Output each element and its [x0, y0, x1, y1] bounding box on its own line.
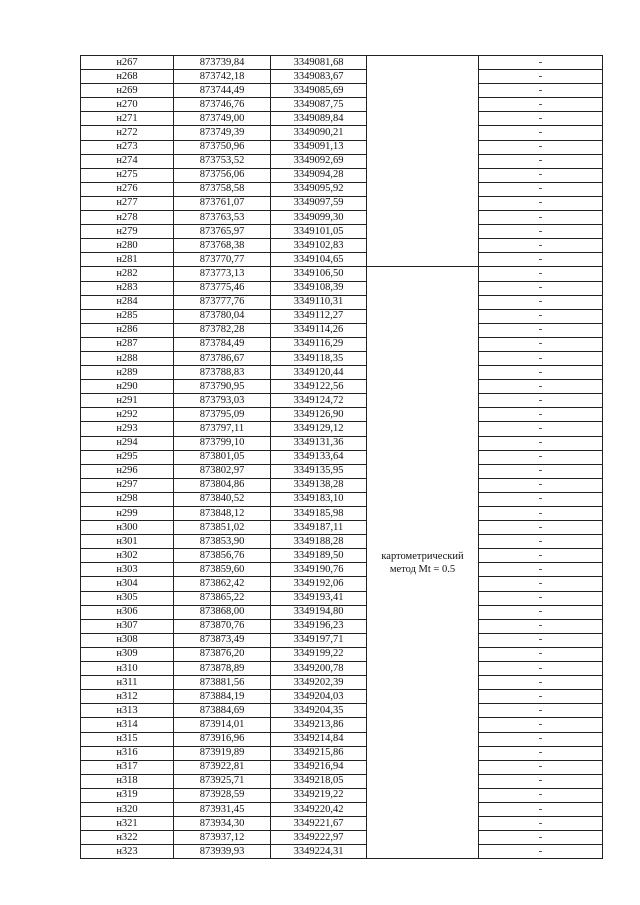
table-row [81, 676, 603, 690]
method-cell [367, 267, 479, 859]
point-name-cell: н302 [81, 549, 174, 563]
point-name-cell: н299 [81, 507, 174, 521]
x-coordinate-cell: 873744,49 [174, 84, 271, 98]
x-coordinate-cell: 873784,49 [174, 337, 271, 351]
y-coordinate-cell: 3349124,72 [271, 394, 367, 408]
table-row [81, 239, 603, 253]
y-coordinate-cell: 3349101,05 [271, 225, 367, 239]
y-coordinate-cell: 3349135,95 [271, 464, 367, 478]
y-coordinate-cell: 3349215,86 [271, 746, 367, 760]
x-coordinate-cell: 873742,18 [174, 70, 271, 84]
y-coordinate-cell: 3349199,22 [271, 647, 367, 661]
x-coordinate-cell: 873739,84 [174, 56, 271, 70]
note-cell: - [479, 817, 603, 831]
point-name-cell: н305 [81, 591, 174, 605]
note-cell: - [479, 605, 603, 619]
x-coordinate-cell: 873761,07 [174, 196, 271, 210]
note-cell: - [479, 633, 603, 647]
y-coordinate-cell: 3349189,50 [271, 549, 367, 563]
table-row [81, 633, 603, 647]
y-coordinate-cell: 3349196,23 [271, 619, 367, 633]
note-cell: - [479, 98, 603, 112]
table-row [81, 662, 603, 676]
x-coordinate-cell: 873884,19 [174, 690, 271, 704]
table-row [81, 56, 603, 70]
y-coordinate-cell: 3349202,39 [271, 676, 367, 690]
y-coordinate-cell: 3349099,30 [271, 211, 367, 225]
table-row [81, 154, 603, 168]
table-row [81, 70, 603, 84]
note-cell: - [479, 225, 603, 239]
y-coordinate-cell: 3349091,13 [271, 140, 367, 154]
y-coordinate-cell: 3349133,64 [271, 450, 367, 464]
x-coordinate-cell: 873780,04 [174, 309, 271, 323]
table-row [81, 605, 603, 619]
point-name-cell: н272 [81, 126, 174, 140]
x-coordinate-cell: 873914,01 [174, 718, 271, 732]
y-coordinate-cell: 3349221,67 [271, 817, 367, 831]
x-coordinate-cell: 873790,95 [174, 380, 271, 394]
table-row [81, 394, 603, 408]
point-name-cell: н286 [81, 323, 174, 337]
note-cell: - [479, 84, 603, 98]
table-row [81, 732, 603, 746]
x-coordinate-cell: 873770,77 [174, 253, 271, 267]
table-row [81, 577, 603, 591]
y-coordinate-cell: 3349087,75 [271, 98, 367, 112]
table-row [81, 422, 603, 436]
x-coordinate-cell: 873939,93 [174, 845, 271, 859]
table-row [81, 464, 603, 478]
method-cell-empty [367, 56, 479, 267]
point-name-cell: н288 [81, 351, 174, 365]
table-row [81, 549, 603, 563]
note-cell: - [479, 492, 603, 506]
x-coordinate-cell: 873853,90 [174, 535, 271, 549]
point-name-cell: н297 [81, 478, 174, 492]
point-name-cell: н313 [81, 704, 174, 718]
point-name-cell: н310 [81, 662, 174, 676]
y-coordinate-cell: 3349192,06 [271, 577, 367, 591]
note-cell: - [479, 591, 603, 605]
note-cell: - [479, 577, 603, 591]
point-name-cell: н293 [81, 422, 174, 436]
point-name-cell: н285 [81, 309, 174, 323]
note-cell: - [479, 619, 603, 633]
table-row [81, 647, 603, 661]
table-row [81, 591, 603, 605]
point-name-cell: н268 [81, 70, 174, 84]
point-name-cell: н270 [81, 98, 174, 112]
x-coordinate-cell: 873928,59 [174, 788, 271, 802]
note-cell: - [479, 309, 603, 323]
note-cell: - [479, 831, 603, 845]
note-cell: - [479, 718, 603, 732]
y-coordinate-cell: 3349097,59 [271, 196, 367, 210]
x-coordinate-cell: 873782,28 [174, 323, 271, 337]
point-name-cell: н296 [81, 464, 174, 478]
x-coordinate-cell: 873753,52 [174, 154, 271, 168]
point-name-cell: н308 [81, 633, 174, 647]
y-coordinate-cell: 3349110,31 [271, 295, 367, 309]
coordinates-table-body [81, 56, 603, 859]
point-name-cell: н269 [81, 84, 174, 98]
point-name-cell: н282 [81, 267, 174, 281]
table-row [81, 84, 603, 98]
y-coordinate-cell: 3349092,69 [271, 154, 367, 168]
note-cell: - [479, 507, 603, 521]
table-row [81, 817, 603, 831]
table-row [81, 337, 603, 351]
x-coordinate-cell: 873873,49 [174, 633, 271, 647]
y-coordinate-cell: 3349138,28 [271, 478, 367, 492]
note-cell: - [479, 211, 603, 225]
note-cell: - [479, 394, 603, 408]
y-coordinate-cell: 3349129,12 [271, 422, 367, 436]
y-coordinate-cell: 3349085,69 [271, 84, 367, 98]
x-coordinate-cell: 873775,46 [174, 281, 271, 295]
x-coordinate-cell: 873801,05 [174, 450, 271, 464]
y-coordinate-cell: 3349218,05 [271, 774, 367, 788]
y-coordinate-cell: 3349118,35 [271, 351, 367, 365]
x-coordinate-cell: 873840,52 [174, 492, 271, 506]
y-coordinate-cell: 3349108,39 [271, 281, 367, 295]
table-row [81, 323, 603, 337]
y-coordinate-cell: 3349095,92 [271, 182, 367, 196]
point-name-cell: н276 [81, 182, 174, 196]
table-row [81, 126, 603, 140]
point-name-cell: н323 [81, 845, 174, 859]
point-name-cell: н320 [81, 802, 174, 816]
note-cell: - [479, 690, 603, 704]
x-coordinate-cell: 873749,00 [174, 112, 271, 126]
note-cell: - [479, 380, 603, 394]
point-name-cell: н300 [81, 521, 174, 535]
x-coordinate-cell: 873916,96 [174, 732, 271, 746]
y-coordinate-cell: 3349120,44 [271, 366, 367, 380]
note-cell: - [479, 168, 603, 182]
point-name-cell: н290 [81, 380, 174, 394]
point-name-cell: н277 [81, 196, 174, 210]
point-name-cell: н319 [81, 788, 174, 802]
note-cell: - [479, 337, 603, 351]
table-row [81, 168, 603, 182]
table-row [81, 182, 603, 196]
y-coordinate-cell: 3349216,94 [271, 760, 367, 774]
table-row [81, 436, 603, 450]
note-cell: - [479, 366, 603, 380]
table-row [81, 788, 603, 802]
x-coordinate-cell: 873788,83 [174, 366, 271, 380]
y-coordinate-cell: 3349104,65 [271, 253, 367, 267]
x-coordinate-cell: 873848,12 [174, 507, 271, 521]
x-coordinate-cell: 873777,76 [174, 295, 271, 309]
y-coordinate-cell: 3349090,21 [271, 126, 367, 140]
y-coordinate-cell: 3349214,84 [271, 732, 367, 746]
y-coordinate-cell: 3349188,28 [271, 535, 367, 549]
y-coordinate-cell: 3349081,68 [271, 56, 367, 70]
note-cell: - [479, 295, 603, 309]
x-coordinate-cell: 873802,97 [174, 464, 271, 478]
table-row [81, 351, 603, 365]
y-coordinate-cell: 3349224,31 [271, 845, 367, 859]
y-coordinate-cell: 3349220,42 [271, 802, 367, 816]
x-coordinate-cell: 873786,67 [174, 351, 271, 365]
point-name-cell: н303 [81, 563, 174, 577]
table-row [81, 253, 603, 267]
note-cell: - [479, 281, 603, 295]
note-cell: - [479, 140, 603, 154]
table-row [81, 196, 603, 210]
x-coordinate-cell: 873859,60 [174, 563, 271, 577]
point-name-cell: н278 [81, 211, 174, 225]
x-coordinate-cell: 873881,56 [174, 676, 271, 690]
point-name-cell: н273 [81, 140, 174, 154]
y-coordinate-cell: 3349197,71 [271, 633, 367, 647]
table-row [81, 211, 603, 225]
table-row [81, 774, 603, 788]
point-name-cell: н307 [81, 619, 174, 633]
table-row [81, 366, 603, 380]
y-coordinate-cell: 3349187,11 [271, 521, 367, 535]
point-name-cell: н301 [81, 535, 174, 549]
table-row [81, 802, 603, 816]
note-cell: - [479, 253, 603, 267]
y-coordinate-cell: 3349102,83 [271, 239, 367, 253]
x-coordinate-cell: 873799,10 [174, 436, 271, 450]
y-coordinate-cell: 3349089,84 [271, 112, 367, 126]
y-coordinate-cell: 3349106,50 [271, 267, 367, 281]
note-cell: - [479, 56, 603, 70]
x-coordinate-cell: 873878,89 [174, 662, 271, 676]
note-cell: - [479, 351, 603, 365]
x-coordinate-cell: 873931,45 [174, 802, 271, 816]
table-row [81, 831, 603, 845]
table-row [81, 225, 603, 239]
table-row [81, 521, 603, 535]
note-cell: - [479, 535, 603, 549]
table-row [81, 492, 603, 506]
point-name-cell: н287 [81, 337, 174, 351]
y-coordinate-cell: 3349204,03 [271, 690, 367, 704]
y-coordinate-cell: 3349122,56 [271, 380, 367, 394]
table-row [81, 112, 603, 126]
y-coordinate-cell: 3349116,29 [271, 337, 367, 351]
point-name-cell: н309 [81, 647, 174, 661]
point-name-cell: н280 [81, 239, 174, 253]
x-coordinate-cell: 873756,06 [174, 168, 271, 182]
x-coordinate-cell: 873925,71 [174, 774, 271, 788]
note-cell: - [479, 112, 603, 126]
table-row [81, 845, 603, 859]
y-coordinate-cell: 3349193,41 [271, 591, 367, 605]
point-name-cell: н314 [81, 718, 174, 732]
point-name-cell: н322 [81, 831, 174, 845]
note-cell: - [479, 563, 603, 577]
note-cell: - [479, 788, 603, 802]
table-row [81, 746, 603, 760]
point-name-cell: н281 [81, 253, 174, 267]
point-name-cell: н283 [81, 281, 174, 295]
y-coordinate-cell: 3349126,90 [271, 408, 367, 422]
point-name-cell: н284 [81, 295, 174, 309]
y-coordinate-cell: 3349194,80 [271, 605, 367, 619]
note-cell: - [479, 408, 603, 422]
point-name-cell: н298 [81, 492, 174, 506]
point-name-cell: н292 [81, 408, 174, 422]
note-cell: - [479, 196, 603, 210]
table-row [81, 718, 603, 732]
note-cell: - [479, 746, 603, 760]
table-row [81, 309, 603, 323]
note-cell: - [479, 126, 603, 140]
point-name-cell: н289 [81, 366, 174, 380]
x-coordinate-cell: 873851,02 [174, 521, 271, 535]
table-row [81, 281, 603, 295]
method-label: картометрический метод Mt = 0.5 [381, 550, 464, 575]
x-coordinate-cell: 873937,12 [174, 831, 271, 845]
y-coordinate-cell: 3349083,67 [271, 70, 367, 84]
table-row [81, 140, 603, 154]
note-cell: - [479, 549, 603, 563]
x-coordinate-cell: 873876,20 [174, 647, 271, 661]
note-cell: - [479, 450, 603, 464]
table-row [81, 535, 603, 549]
note-cell: - [479, 478, 603, 492]
y-coordinate-cell: 3349183,10 [271, 492, 367, 506]
point-name-cell: н304 [81, 577, 174, 591]
note-cell: - [479, 774, 603, 788]
y-coordinate-cell: 3349190,76 [271, 563, 367, 577]
x-coordinate-cell: 873856,76 [174, 549, 271, 563]
table-row [81, 295, 603, 309]
x-coordinate-cell: 873758,58 [174, 182, 271, 196]
point-name-cell: н267 [81, 56, 174, 70]
note-cell: - [479, 154, 603, 168]
note-cell: - [479, 239, 603, 253]
note-cell: - [479, 70, 603, 84]
y-coordinate-cell: 3349200,78 [271, 662, 367, 676]
note-cell: - [479, 647, 603, 661]
table-row [81, 380, 603, 394]
table-row [81, 408, 603, 422]
point-name-cell: н306 [81, 605, 174, 619]
point-name-cell: н274 [81, 154, 174, 168]
x-coordinate-cell: 873773,13 [174, 267, 271, 281]
table-row [81, 450, 603, 464]
x-coordinate-cell: 873797,11 [174, 422, 271, 436]
point-name-cell: н291 [81, 394, 174, 408]
x-coordinate-cell: 873862,42 [174, 577, 271, 591]
point-name-cell: н316 [81, 746, 174, 760]
point-name-cell: н294 [81, 436, 174, 450]
note-cell: - [479, 422, 603, 436]
x-coordinate-cell: 873868,00 [174, 605, 271, 619]
table-row [81, 267, 603, 281]
y-coordinate-cell: 3349131,36 [271, 436, 367, 450]
y-coordinate-cell: 3349204,35 [271, 704, 367, 718]
x-coordinate-cell: 873919,89 [174, 746, 271, 760]
x-coordinate-cell: 873934,30 [174, 817, 271, 831]
x-coordinate-cell: 873884,69 [174, 704, 271, 718]
table-row [81, 478, 603, 492]
x-coordinate-cell: 873795,09 [174, 408, 271, 422]
note-cell: - [479, 760, 603, 774]
point-name-cell: н315 [81, 732, 174, 746]
y-coordinate-cell: 3349185,98 [271, 507, 367, 521]
y-coordinate-cell: 3349094,28 [271, 168, 367, 182]
x-coordinate-cell: 873750,96 [174, 140, 271, 154]
note-cell: - [479, 662, 603, 676]
x-coordinate-cell: 873765,97 [174, 225, 271, 239]
x-coordinate-cell: 873749,39 [174, 126, 271, 140]
note-cell: - [479, 182, 603, 196]
point-name-cell: н311 [81, 676, 174, 690]
note-cell: - [479, 267, 603, 281]
x-coordinate-cell: 873746,76 [174, 98, 271, 112]
x-coordinate-cell: 873793,03 [174, 394, 271, 408]
note-cell: - [479, 464, 603, 478]
y-coordinate-cell: 3349219,22 [271, 788, 367, 802]
note-cell: - [479, 436, 603, 450]
point-name-cell: н295 [81, 450, 174, 464]
x-coordinate-cell: 873922,81 [174, 760, 271, 774]
x-coordinate-cell: 873768,38 [174, 239, 271, 253]
note-cell: - [479, 521, 603, 535]
point-name-cell: н321 [81, 817, 174, 831]
point-name-cell: н279 [81, 225, 174, 239]
table-row [81, 563, 603, 577]
coordinates-table [80, 55, 603, 859]
note-cell: - [479, 676, 603, 690]
table-row [81, 690, 603, 704]
x-coordinate-cell: 873870,76 [174, 619, 271, 633]
note-cell: - [479, 845, 603, 859]
point-name-cell: н271 [81, 112, 174, 126]
note-cell: - [479, 802, 603, 816]
y-coordinate-cell: 3349213,86 [271, 718, 367, 732]
point-name-cell: н275 [81, 168, 174, 182]
point-name-cell: н312 [81, 690, 174, 704]
table-row [81, 704, 603, 718]
y-coordinate-cell: 3349222,97 [271, 831, 367, 845]
x-coordinate-cell: 873865,22 [174, 591, 271, 605]
x-coordinate-cell: 873763,53 [174, 211, 271, 225]
note-cell: - [479, 323, 603, 337]
table-row [81, 760, 603, 774]
y-coordinate-cell: 3349112,27 [271, 309, 367, 323]
table-row [81, 619, 603, 633]
point-name-cell: н317 [81, 760, 174, 774]
note-cell: - [479, 704, 603, 718]
point-name-cell: н318 [81, 774, 174, 788]
table-row [81, 98, 603, 112]
y-coordinate-cell: 3349114,26 [271, 323, 367, 337]
x-coordinate-cell: 873804,86 [174, 478, 271, 492]
table-row [81, 507, 603, 521]
note-cell: - [479, 732, 603, 746]
